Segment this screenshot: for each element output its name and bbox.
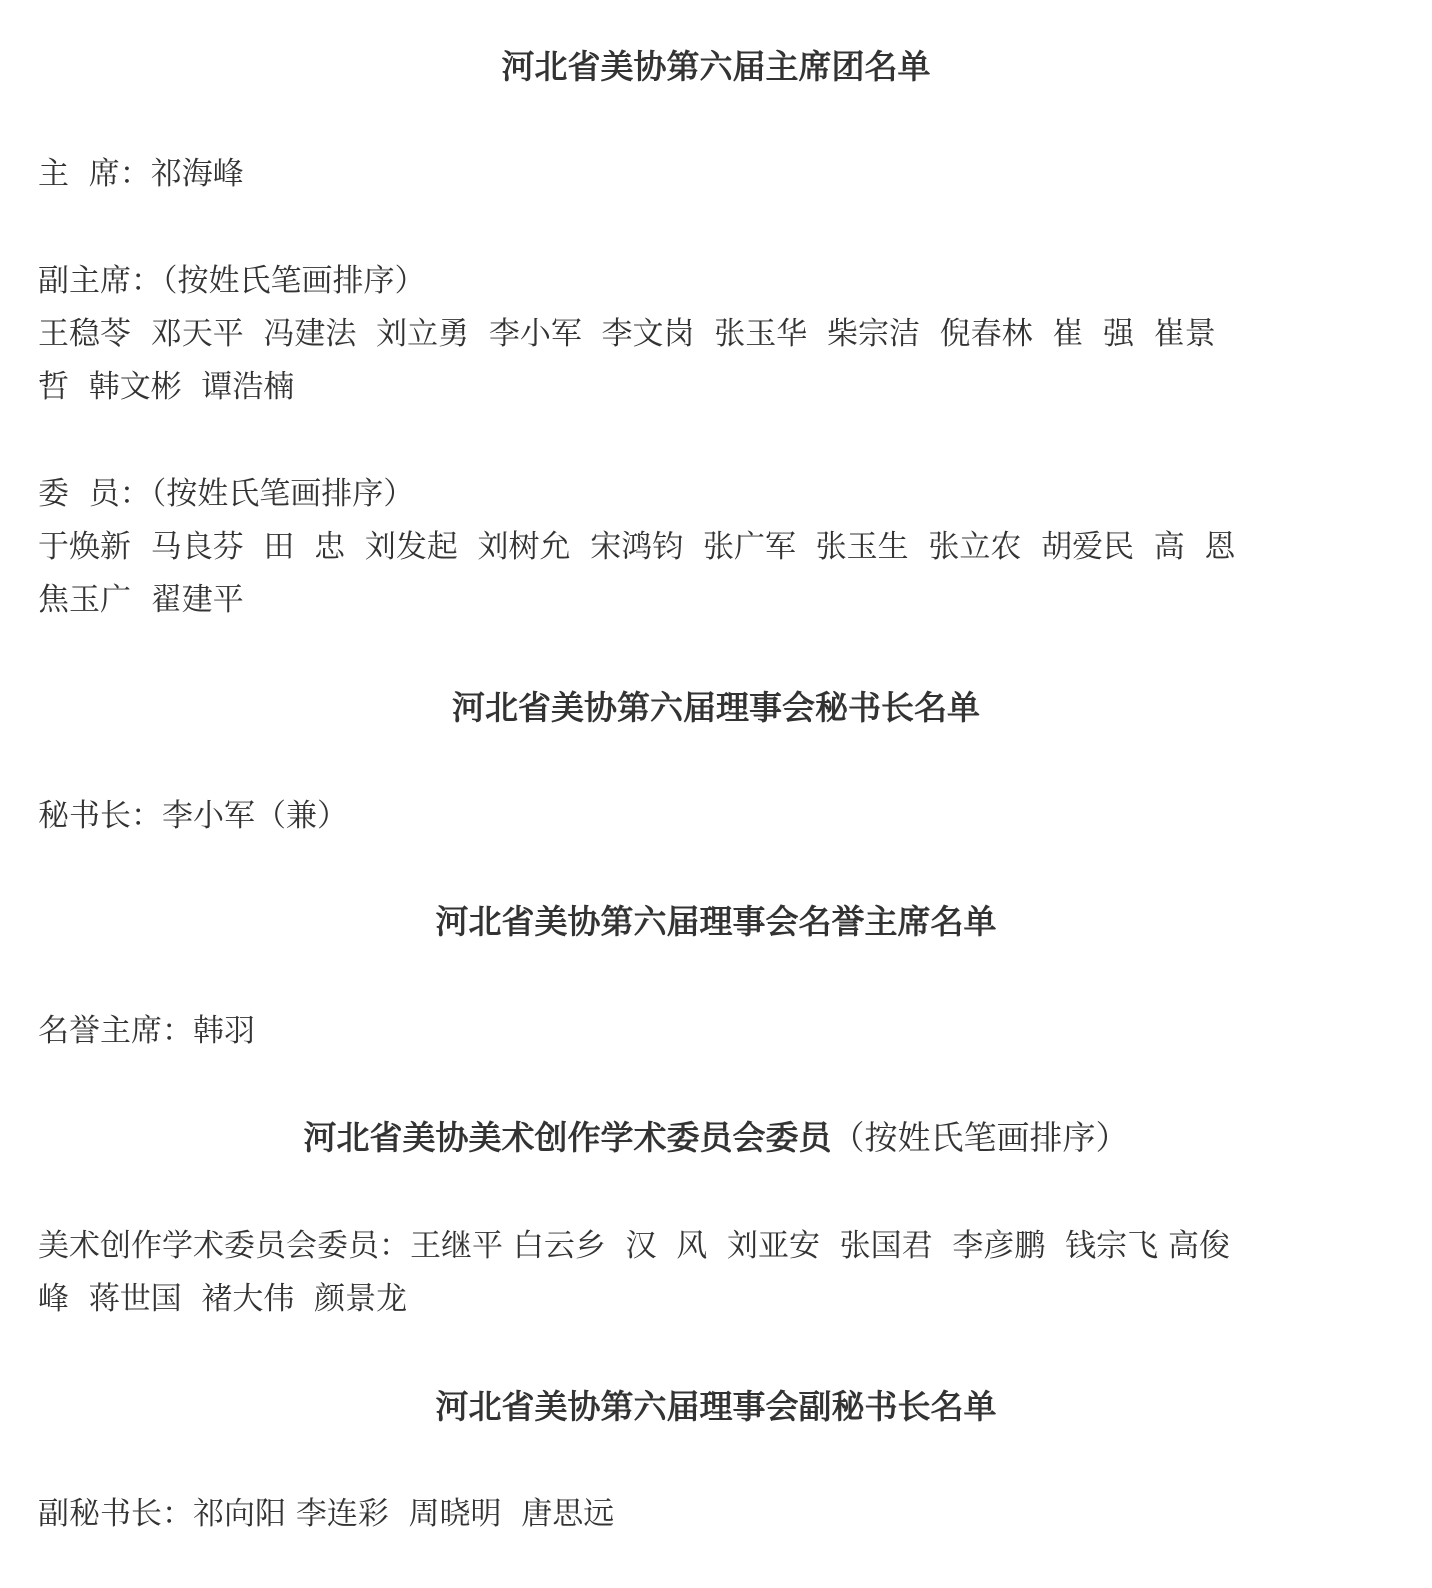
heading-presidium	[0, 47, 1432, 87]
heading-presidium-text: 河北省美协第六届主席团名单	[501, 47, 931, 86]
heading-secretary-general	[0, 688, 1432, 728]
heading-deputy-secretary-general	[0, 1387, 1432, 1427]
deputy-secretary-general-line: 副秘书长：祁向阳 李连彩 周晓明 唐思远	[38, 1496, 615, 1532]
members-label: 委 员：（按姓氏笔画排序）	[38, 476, 415, 512]
members-names-line-2: 焦玉广 翟建平	[38, 582, 244, 618]
heading-honorary-chairman-text: 河北省美协第六届理事会名誉主席名单	[435, 902, 997, 941]
heading-deputy-secretary-general-text: 河北省美协第六届理事会副秘书长名单	[435, 1387, 997, 1426]
members-names-line-1: 于焕新 马良芬 田 忠 刘发起 刘树允 宋鸿钧 张广军 张玉生 张立农 胡爱民 高 恩	[38, 529, 1236, 565]
heading-academic-committee-text: 河北省美协美术创作学术委员会委员	[303, 1118, 832, 1157]
secretary-general-line: 秘书长：李小军（兼）	[38, 798, 348, 834]
heading-secretary-general-text: 河北省美协第六届理事会秘书长名单	[452, 688, 980, 727]
academic-committee-line-2: 峰 蒋世国 褚大伟 颜景龙	[38, 1281, 408, 1317]
vice-chairman-label: 副主席：（按姓氏笔画排序）	[38, 263, 426, 299]
chairman-line: 主 席：祁海峰	[38, 156, 244, 192]
vice-chairman-names-line-2: 哲 韩文彬 谭浩楠	[38, 369, 295, 405]
heading-academic-committee-note: （按姓氏笔画排序）	[831, 1118, 1129, 1157]
heading-honorary-chairman	[0, 902, 1432, 942]
academic-committee-line-1: 美术创作学术委员会委员：王继平 白云乡 汉 风 刘亚安 张国君 李彦鹏 钱宗飞 高俊	[38, 1228, 1230, 1264]
honorary-chairman-line: 名誉主席：韩羽	[38, 1013, 255, 1049]
heading-academic-committee	[0, 1118, 1432, 1158]
vice-chairman-names-line-1: 王稳苓 邓天平 冯建法 刘立勇 李小军 李文岗 张玉华 柴宗洁 倪春林 崔 强 崔景	[38, 316, 1216, 352]
